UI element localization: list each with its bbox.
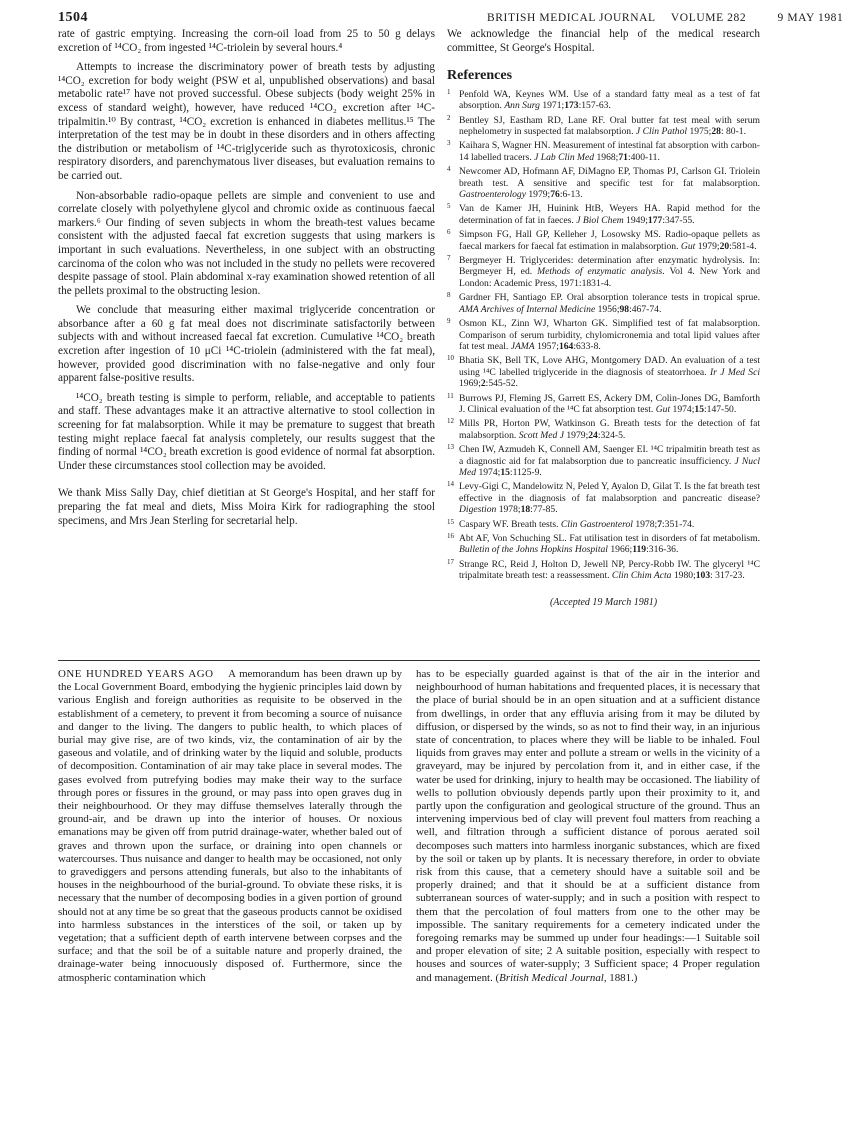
- reference-year: 1971;: [539, 100, 565, 112]
- reference-number: 6: [447, 228, 451, 237]
- reference-number: 16: [447, 532, 454, 540]
- reference-item: [447, 140, 760, 163]
- reference-volume: 177: [647, 214, 663, 226]
- hundred-years-ago-text: has to be especially guarded against is that of the air in the interior and neighbourhood of human habitations and frequented places, it is necessary that the place of burial should be in an open situation and at a sufficient distance from dwellings, in order that any effluvia arising from it may be diluted by diffusion, or dispersed by the winds, so as not to find their way, in an injurious state of concentration, to places where they will be liable to be inhaled. Foul liquids from graves may enter and pollute a stream or wells in the vicinity of a graveyard, may be injured by percolation from it, and in either case, if the water be used for drinking, injury to health may be occasioned. The liability of wells to pollution obviously depends partly upon their proximity to it, and partly upon the configuration and geological structure of the ground. Thus an intervening impervious bed of clay will prevent foul matters from reaching a well, and filtration through a sufficient distance of porous aerated soil decomposes such matters into harmless inorganic substances, which are fixed by the soil or taken up by plants. It is necessary therefore, in order to obviate risk from this cause, that a cemetery should have a suitable soil and be properly drained; and that it should be at a sufficient distance from subterranean sources of water-supply; and in such a position with respect to them that the percolation of foul matters from one to the other may be impossible. The sanitary requirements for a cemetery indicated under the foregoing remarks may be summed up under four headings:—1 Suitable soil and proper elevation of site; 2 A suitable position, especially with respect to houses and sources of water-supply; 3 Sufficient space; 4 Proper regulation and management. (: [416, 668, 760, 984]
- source-year: , 1881.): [603, 971, 638, 984]
- reference-journal: Gut: [655, 403, 671, 415]
- reference-text: Penfold WA, Keynes WM. Use of a standard fatty meal as a test of fat absorption.: [459, 88, 760, 112]
- reference-volume: 7: [657, 518, 663, 530]
- body-paragraph: Non-absorbable radio-opaque pellets are simple and convenient to use and correlate closely with polyethylene glycol and chromic oxide as continuous faecal markers.⁶ Our finding of seven subjects in whom the breath-test values became consistent with the adjusted faecal fat excretion suggests that using markers is important in such evaluations. Nevertheless, in one subject with an obstructing carcinoma of the colon who was not included in the study no pellets were recovered despite passage of stool. Plain abdominal x-ray examination showed retention of all the pellets proximal to the obstructing lesion.: [58, 189, 435, 297]
- reference-volume: 103: [695, 570, 711, 582]
- reference-number: 1: [447, 87, 451, 96]
- reference-journal: Gut: [680, 240, 696, 252]
- reference-item: [447, 292, 760, 315]
- reference-journal: J Lab Clin Med: [534, 151, 595, 163]
- reference-pages: :633-8.: [573, 340, 601, 352]
- reference-text: Caspary WF. Breath tests.: [459, 518, 561, 530]
- reference-volume: 2: [480, 378, 486, 390]
- reference-text: Newcomer AD, Hofmann AF, DiMagno EP, Thomas PJ, Carlson GI. Triolein breath test. A sensitive and specific test for fat malabsorption.: [459, 166, 760, 189]
- reference-journal: Scott Med J: [518, 429, 564, 441]
- reference-journal: JAMA: [510, 340, 535, 352]
- reference-pages: :6-13.: [559, 189, 583, 201]
- reference-item: [447, 229, 760, 252]
- reference-journal: J Biol Chem: [576, 214, 624, 226]
- reference-item: [447, 481, 760, 515]
- reference-number: 14: [447, 480, 454, 489]
- reference-journal: Clin Gastroenterol: [560, 518, 633, 530]
- reference-text: Strange RC, Reid J, Holton D, Jewell NP, Percy-Robb IW. The glyceryl ¹⁴C tripalmitate breath test: a reassessment.: [459, 558, 760, 582]
- reference-pages: :157-63.: [578, 100, 611, 112]
- reference-item: [447, 418, 760, 441]
- reference-text: Gardner FH, Santiago EP. Oral absorption tolerance tests in tropical sprue.: [459, 292, 760, 304]
- accepted-date: (Accepted 19 March 1981): [549, 596, 658, 608]
- reference-item: [447, 318, 760, 352]
- reference-item: [447, 89, 760, 112]
- reference-number: 4: [447, 165, 451, 174]
- reference-pages: :347-55.: [662, 214, 695, 226]
- reference-item: [447, 255, 760, 289]
- reference-number: 3: [447, 139, 451, 148]
- reference-year: 1957;: [534, 340, 559, 352]
- reference-text: Levy-Gigi C, Mandelowitz N, Peled Y, Ayalon D, Gilat T. Is the fat breath test effective in the diagnosis of fat malabsorption and pancreatic disease?: [459, 481, 760, 504]
- reference-year: 1978;: [632, 518, 658, 530]
- reference-journal: J Clin Pathol: [635, 126, 688, 137]
- reference-number: 11: [447, 391, 454, 400]
- body-paragraph: Attempts to increase the discriminatory power of breath tests by adjusting ¹⁴CO₂ excretion for body weight (PSW et al, unpublished observations) and basal metabolic rate¹⁷ have not proved successful. Obese subjects (body weight 25% in excess of standard weight), however, have reduced ¹⁴CO₂ excretion after ¹⁴C-tripalmitin.¹⁰ By contrast, ¹⁴CO₂ excretion is enhanced in diabetes mellitus.¹⁵ The interpretation of the test may be in doubt in these disorders and in others affecting the distribution or metabolism of ¹⁴C-triglyceride such as thyrotoxicosis, chronic respiratory disorders, and parenchymatous liver diseases, but evaluation remains to be carried out.: [58, 61, 435, 182]
- reference-number: 17: [447, 557, 454, 566]
- reference-pages: :324-5.: [597, 429, 626, 441]
- acknowledgement-right: We acknowledge the financial help of the medical research committee, St George's Hospital.: [447, 28, 760, 54]
- reference-text: Osmon KL, Zinn WJ, Wharton GK. Simplified test of fat malabsorption. Comparison of serum turbidity, chylomicronemia and total lipid values after fat test meal.: [459, 318, 760, 352]
- references-list: [447, 89, 760, 582]
- reference-journal: Gastroenterology: [459, 189, 526, 201]
- reference-journal: Ir J Med Sci: [709, 366, 760, 378]
- reference-item: [447, 519, 760, 530]
- reference-item: [447, 533, 760, 556]
- reference-volume: 20: [719, 240, 730, 252]
- reference-volume: 71: [618, 151, 628, 163]
- reference-number: 2: [447, 113, 451, 122]
- reference-volume: 119: [632, 544, 647, 556]
- reference-journal: Ann Surg: [504, 100, 540, 112]
- hundred-years-ago-left-column: [58, 668, 402, 985]
- hundred-years-ago-right-column: [416, 668, 760, 985]
- reference-text: Mills PR, Horton PW, Watkinson G. Breath tests for the detection of fat malabsorption.: [459, 418, 760, 441]
- reference-year: 1978;: [496, 504, 521, 516]
- reference-text: Abt AF, Von Schuching SL. Fat utilisation test in disorders of fat metabolism.: [459, 533, 760, 544]
- reference-item: [447, 355, 760, 389]
- body-paragraph: rate of gastric emptying. Increasing the corn-oil load from 25 to 50 g delays excretion of ¹⁴CO₂ from ingested ¹⁴C-triolein by several hours.⁴: [58, 28, 435, 54]
- reference-year: 1979;: [695, 240, 720, 252]
- reference-volume: 76: [550, 189, 560, 201]
- reference-text: Kaihara S, Wagner HN. Measurement of intestinal fat absorption with carbon-14 labelled tracers.: [459, 140, 760, 163]
- reference-pages: :351-74.: [662, 518, 695, 530]
- article-right-column: [447, 28, 760, 609]
- reference-text: Bhatia SK, Bell TK, Love AHG, Montgomery DAD. An evaluation of a test using ¹⁴C labelled triglyceride in the diagnosis of steatorrhoea.: [459, 355, 760, 378]
- reference-year: 1966;: [607, 544, 633, 556]
- reference-pages: :1125-9.: [509, 466, 542, 478]
- reference-pages: :581-4.: [729, 240, 757, 252]
- volume-number: VOLUME 282: [670, 12, 747, 24]
- reference-item: [447, 115, 760, 138]
- hundred-years-ago-text: A memorandum has been drawn up by the Local Government Board, embodying the hygienic principles laid down by various English and foreign authorities as requisite to be observed in the establishment of a cemetery, to prevent it from becoming a source of nuisance and danger to the living. The dangers to public health, to which places of burial may give rise, are of two kinds, viz, the contamination of air by the gaseous and volatile, and of drinking water by the liquid and soluble, products of decomposition. Contamination of air may take place in several modes. The gases evolved from putrefying bodies may make their way to the surface through pores or fissures in the ground, or may pass into open graves dug in their neighbourhood. Or they may diffuse themselves laterally through the ground-air, and be drawn up into the interior of houses. Or noxious emanations may be given off from putrid drainage-water, whether baled out of graves and thrown upon the surface, or draining into open channels or watercourses. Thus nuisance and danger to health may be occasioned, not only to gravediggers and persons attending funerals, but also to the inhabitants of houses in the neighbourhood of the burial-ground. To obviate these risks, it is necessary that the number of decomposing bodies in a given portion of ground should not at any time be so great that the gaseous products cannot be oxidised into harmless substances in the interstices of the soil, or taken up by vegetation; that a sufficient depth of earth intervene between corpses and the surface; and that the soil be of a suitable nature and properly drained, the drainage-water being innocuously disposed of. Furthermore, since the atmospheric contamination which: [58, 668, 402, 984]
- reference-journal: Clin Chim Acta: [611, 570, 672, 582]
- reference-number: 15: [447, 517, 454, 526]
- hundred-years-ago-paragraph: [416, 668, 760, 985]
- reference-text: Chen IW, Azmudeh K, Connell AM, Saenger EI. ¹⁴C tripalmitin breath test as a diagnostic aid for fat malabsorption due to pancreatic insufficiency.: [459, 444, 760, 467]
- reference-number: 9: [447, 317, 451, 326]
- reference-text: Simpson FG, Hall GP, Kelleher J, Losowsky MS. Radio-opaque pellets as faecal markers for faecal fat estimation in malabsorption.: [459, 229, 760, 252]
- reference-item: [447, 393, 760, 416]
- reference-text: Bergmeyer H. Triglycerides: determination after enzymatic hydrolysis. In: Bergmeyer H, ed.: [459, 255, 760, 278]
- reference-journal: Digestion: [459, 504, 497, 516]
- reference-number: 8: [447, 291, 451, 300]
- reference-journal: Bulletin of the Johns Hopkins Hospital: [459, 544, 608, 556]
- reference-pages: :545-52.: [485, 378, 518, 390]
- reference-year: 1968;: [594, 151, 619, 163]
- issue-date: 9 MAY 1981: [777, 12, 843, 24]
- reference-item: [447, 166, 760, 200]
- reference-number: 7: [447, 254, 451, 263]
- reference-year: 1956;: [595, 303, 620, 315]
- body-paragraph: ¹⁴CO₂ breath testing is simple to perform, reliable, and acceptable to patients and staff. These advantages make it an attractive alternative to stool collection in screening for fat malabsorption. While it may be premature to suggest that breath testing might replace faecal fat analysis completely, our results suggest that the finding of normal ¹⁴CO₂ breath excretion is good evidence of normal fat absorption. Under these circumstances stool collection may be avoided.: [58, 391, 435, 472]
- page-number: 1504: [58, 10, 88, 25]
- reference-year: 1980;: [671, 570, 696, 582]
- reference-item: [447, 444, 760, 478]
- reference-year: 1949;: [623, 214, 648, 226]
- section-divider: [58, 660, 760, 661]
- hundred-years-ago-heading: ONE HUNDRED YEARS AGO: [58, 668, 214, 680]
- reference-item: [447, 559, 760, 582]
- reference-number: 5: [447, 202, 451, 211]
- reference-year: 1974;: [476, 466, 501, 478]
- hundred-years-ago-paragraph: [58, 668, 402, 985]
- reference-pages: : 80-1.: [720, 126, 746, 137]
- reference-year: 1979;: [525, 189, 551, 201]
- reference-volume: 98: [619, 303, 630, 315]
- reference-volume: 28: [711, 126, 721, 137]
- reference-volume: 15: [694, 403, 704, 415]
- reference-volume: 24: [588, 429, 598, 441]
- reference-text: Burrows PJ, Fleming JS, Garrett ES, Ackery DM, Colin-Jones DG, Bamforth J. Clinical evaluation of the ¹⁴C fat absorption test.: [459, 392, 760, 415]
- references-heading: References: [447, 68, 513, 84]
- reference-volume: 18: [520, 504, 531, 516]
- reference-text: Van de Kamer JH, Huinink HtB, Weyers HA. Rapid method for the determination of fat in faeces.: [459, 203, 760, 226]
- article-left-column: [58, 28, 435, 528]
- reference-year: . Vol 4. New York and London: Academic Press, 1971:1831-4.: [459, 266, 760, 289]
- reference-year: 1975;: [687, 126, 712, 137]
- acknowledgement-left: We thank Miss Sally Day, chief dietitian at St George's Hospital, and her staff for preparing the fat meal and diets, Miss Moira Kirk for radiographing the stool specimens, and Mrs Jean Sterling for secretarial help.: [58, 487, 435, 527]
- reference-number: 13: [447, 443, 454, 452]
- reference-year: 1974;: [670, 403, 695, 415]
- reference-text: Bentley SJ, Eastham RD, Lane RF. Oral butter fat test meal with serum nephelometry in suspected fat malabsorption.: [459, 114, 760, 137]
- source-journal: British Medical Journal: [499, 971, 604, 984]
- reference-year: 1979;: [563, 429, 589, 441]
- reference-volume: 15: [500, 466, 510, 478]
- reference-pages: :316-36.: [646, 544, 679, 556]
- reference-number: 12: [447, 417, 454, 426]
- body-paragraph: We conclude that measuring either maximal triglyceride concentration or absorbance after a 60 g fat meal does not discriminate satisfactorily between subjects with and without increased faecal fat excretion. Cumulative ¹⁴CO₂ breath excretion after ingestion of 10 μCi ¹⁴C-triolein (administered with the fat meal), however, provided good discrimination with no false-negative and only four apparent false-positive results.: [58, 304, 435, 385]
- reference-journal: Methods of enzymatic analysis: [537, 266, 663, 278]
- running-header: [487, 12, 843, 24]
- reference-pages: :77-85.: [530, 504, 558, 516]
- reference-pages: :400-11.: [627, 151, 660, 163]
- reference-pages: : 317-23.: [710, 570, 745, 582]
- reference-volume: 173: [564, 100, 579, 112]
- reference-item: [447, 203, 760, 226]
- reference-journal: J Nucl Med: [459, 455, 760, 478]
- reference-journal: AMA Archives of Internal Medicine: [459, 303, 596, 315]
- reference-volume: 164: [558, 340, 574, 352]
- reference-pages: :147-50.: [703, 403, 737, 415]
- reference-pages: :467-74.: [629, 303, 662, 315]
- reference-number: 10: [447, 354, 454, 363]
- reference-year: 1969;: [459, 378, 481, 390]
- journal-name: BRITISH MEDICAL JOURNAL: [487, 12, 656, 24]
